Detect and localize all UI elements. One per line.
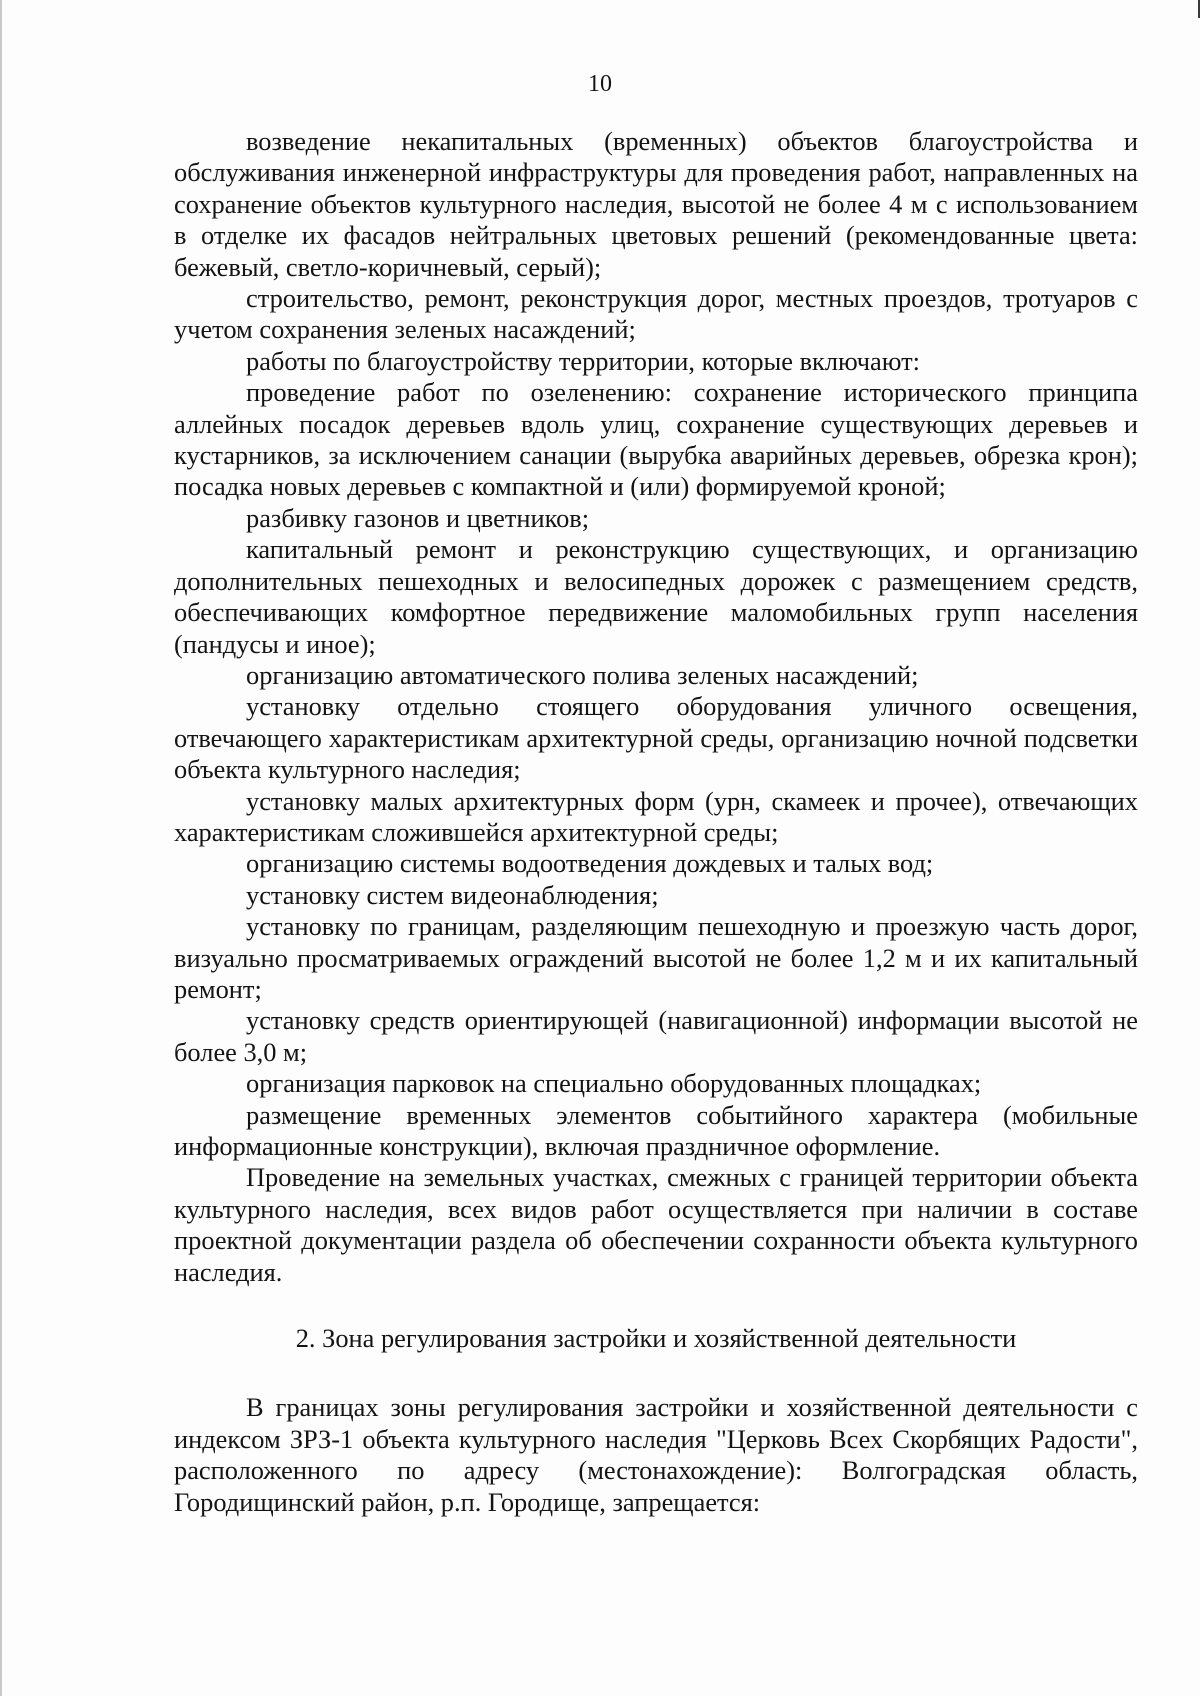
- paragraph: строительство, ремонт, реконструкция дорог, местных проездов, тротуаров с учетом сохранения зеленых насаждений;: [174, 283, 1138, 345]
- section-heading: 2. Зона регулирования застройки и хозяйственной деятельности: [295, 1323, 1017, 1354]
- paragraph: организацию автоматического полива зеленых насаждений;: [246, 659, 919, 690]
- page-number: 10: [588, 71, 612, 97]
- paragraph: установку средств ориентирующей (навигационной) информации высотой не более 3,0 м;: [174, 1005, 1138, 1067]
- paragraph: разбивку газонов и цветников;: [246, 502, 590, 533]
- paragraph: капитальный ремонт и реконструкцию существующих, и организацию дополнительных пешеходных и велосипедных дорожек с размещением средств, обеспечивающих комфортное передвижение маломобильных групп населения (пандусы и иное);: [174, 534, 1138, 659]
- paragraph: работы по благоустройству территории, которые включают:: [246, 345, 920, 376]
- paragraph: возведение некапитальных (временных) объектов благоустройства и обслуживания инженерной инфраструктуры для проведения работ, направленных на сохранение объектов культурного наследия, высотой не более 4 м с использованием в отделке их фасадов нейтральных цветовых решений (рекомендованные цвета: бежевый, светло-коричневый, серый);: [174, 126, 1138, 282]
- paragraph: Проведение на земельных участках, смежных с границей территории объекта культурного наследия, всех видов работ осуществляется при наличии в составе проектной документации раздела об обеспечении сохранности объекта культурного наследия.: [174, 1162, 1138, 1287]
- paragraph: установку малых архитектурных форм (урн, скамеек и прочее), отвечающих характеристикам сложившейся архитектурной среды;: [174, 785, 1138, 847]
- paragraph: В границах зоны регулирования застройки и хозяйственной деятельности с индексом ЗРЗ-1 объекта культурного наследия "Церковь Всех Скорбящих Радости", расположенного по адресу (местонахождение): Волгоградская область, Городищинский район, р.п. Городище, запрещается:: [174, 1392, 1138, 1517]
- paragraph: установку по границам, разделяющим пешеходную и проезжую часть дорог, визуально просматриваемых ограждений высотой не более 1,2 м и их капитальный ремонт;: [174, 911, 1138, 1004]
- paragraph: установку систем видеонаблюдения;: [246, 879, 659, 910]
- paragraph: проведение работ по озеленению: сохранение исторического принципа аллейных посадок деревьев вдоль улиц, сохранение существующих деревьев и кустарников, за исключением санации (вырубка аварийных деревьев, обрезка крон); посадка новых деревьев с компактной и (или) формируемой кроной;: [174, 377, 1138, 502]
- paragraph: организацию системы водоотведения дождевых и талых вод;: [246, 848, 934, 879]
- document-body: [174, 126, 1138, 1518]
- paragraph: размещение временных элементов событийного характера (мобильные информационные конструкции), включая праздничное оформление.: [174, 1099, 1138, 1161]
- paragraph: организация парковок на специально оборудованных площадках;: [246, 1068, 982, 1099]
- paragraph: установку отдельно стоящего оборудования уличного освещения, отвечающего характеристикам архитектурной среды, организацию ночной подсветки объекта культурного наследия;: [174, 691, 1138, 785]
- scan-edge-left: [0, 0, 2, 1696]
